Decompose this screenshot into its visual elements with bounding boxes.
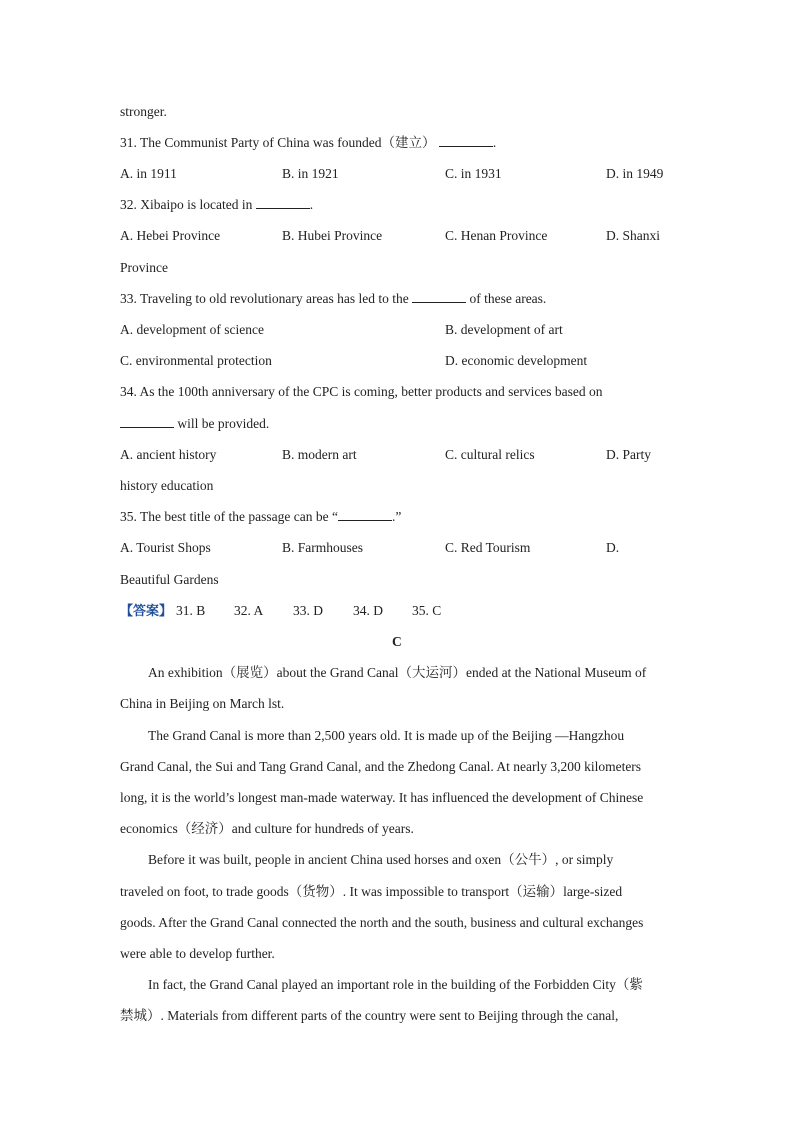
question-33-option-d: D. economic development (445, 353, 588, 368)
question-33-text-after: of these areas. (469, 291, 547, 306)
passage-line: 禁城）. Materials from different parts of the country were sent to Beijing through the canal, (120, 1008, 619, 1023)
question-32-option-b: B. Hubei Province (282, 228, 383, 243)
question-31-stem (120, 134, 496, 152)
passage-line: goods. After the Grand Canal connected the north and the south, business and cultural exchanges (120, 915, 644, 930)
question-35-option-b: B. Farmhouses (282, 540, 363, 555)
question-35-stem (120, 508, 401, 526)
question-34-text-after: will be provided. (177, 416, 270, 431)
question-35-text-after: .” (391, 509, 402, 524)
question-32-number: 32. (120, 197, 137, 212)
question-35-number: 35. (120, 509, 137, 524)
question-33-stem (120, 290, 546, 308)
question-31-option-a: A. in 1911 (120, 166, 177, 181)
intro-tail-text: stronger. (120, 104, 167, 119)
question-35-option-a: A. Tourist Shops (120, 540, 211, 555)
question-31-option-b: B. in 1921 (282, 166, 339, 181)
question-31-number: 31. (120, 135, 137, 150)
passage-line: were able to develop further. (120, 946, 275, 961)
question-31-option-d: D. in 1949 (606, 166, 664, 181)
answer-blank (439, 134, 493, 147)
answer-31: 31. B (176, 603, 206, 618)
question-33-option-c: C. environmental protection (120, 353, 272, 368)
question-31-text: The Communist Party of China was founded（建立） (140, 135, 436, 150)
question-32-text: Xibaipo is located in (140, 197, 253, 212)
question-35-text: The best title of the passage can be “ (140, 509, 338, 524)
answer-35: 35. C (412, 603, 442, 618)
passage-line: An exhibition（展览）about the Grand Canal（大运河）ended at the National Museum of (148, 665, 647, 680)
question-32-option-a: A. Hebei Province (120, 228, 221, 243)
question-35-option-d-wrap: Beautiful Gardens (120, 572, 219, 587)
question-31-text-after: . (492, 135, 497, 150)
section-heading: C (392, 634, 402, 649)
answer-33: 33. D (293, 603, 323, 618)
question-33-text: Traveling to old revolutionary areas has led to the (140, 291, 409, 306)
question-34-text: As the 100th anniversary of the CPC is coming, better products and services based on (139, 384, 603, 399)
answer-blank (412, 290, 466, 303)
question-34-number: 34. (120, 384, 137, 399)
passage-line: In fact, the Grand Canal played an important role in the building of the Forbidden City（紫 (148, 977, 643, 992)
question-33-option-a: A. development of science (120, 322, 264, 337)
answer-blank (256, 196, 310, 209)
question-34-option-a: A. ancient history (120, 447, 217, 462)
question-34-option-b: B. modern art (282, 447, 357, 462)
question-35-option-d: D. (606, 540, 620, 555)
passage-line: Grand Canal, the Sui and Tang Grand Canal, and the Zhedong Canal. At nearly 3,200 kilometers (120, 759, 642, 774)
question-34-option-d: D. Party (606, 447, 651, 462)
question-33-option-b: B. development of art (445, 322, 563, 337)
answer-tag: 【答案】 (120, 604, 173, 619)
answer-32: 32. A (234, 603, 264, 618)
question-34-option-d-wrap: history education (120, 478, 214, 493)
answer-blank (338, 508, 392, 521)
passage-line: long, it is the world’s longest man-made waterway. It has influenced the development of Chinese (120, 790, 644, 805)
answer-key (120, 602, 172, 621)
question-34-stem-line2 (120, 415, 269, 433)
question-33-number: 33. (120, 291, 137, 306)
passage-line: China in Beijing on March lst. (120, 696, 285, 711)
passage-line: Before it was built, people in ancient China used horses and oxen（公牛）, or simply (148, 852, 614, 867)
answer-blank (120, 415, 174, 428)
question-34-stem (120, 383, 603, 401)
question-32-text-after: . (309, 197, 314, 212)
question-32-option-d: D. Shanxi (606, 228, 660, 243)
question-32-stem (120, 196, 313, 214)
passage-line: The Grand Canal is more than 2,500 years old. It is made up of the Beijing —Hangzhou (148, 728, 625, 743)
question-35-option-c: C. Red Tourism (445, 540, 531, 555)
question-31-option-c: C. in 1931 (445, 166, 502, 181)
passage-line: traveled on foot, to trade goods（货物）. It was impossible to transport（运输）large-sized (120, 884, 623, 899)
passage-line: economics（经济）and culture for hundreds of years. (120, 821, 414, 836)
answer-34: 34. D (353, 603, 383, 618)
question-34-option-c: C. cultural relics (445, 447, 535, 462)
question-32-option-d-wrap: Province (120, 260, 168, 275)
question-32-option-c: C. Henan Province (445, 228, 548, 243)
